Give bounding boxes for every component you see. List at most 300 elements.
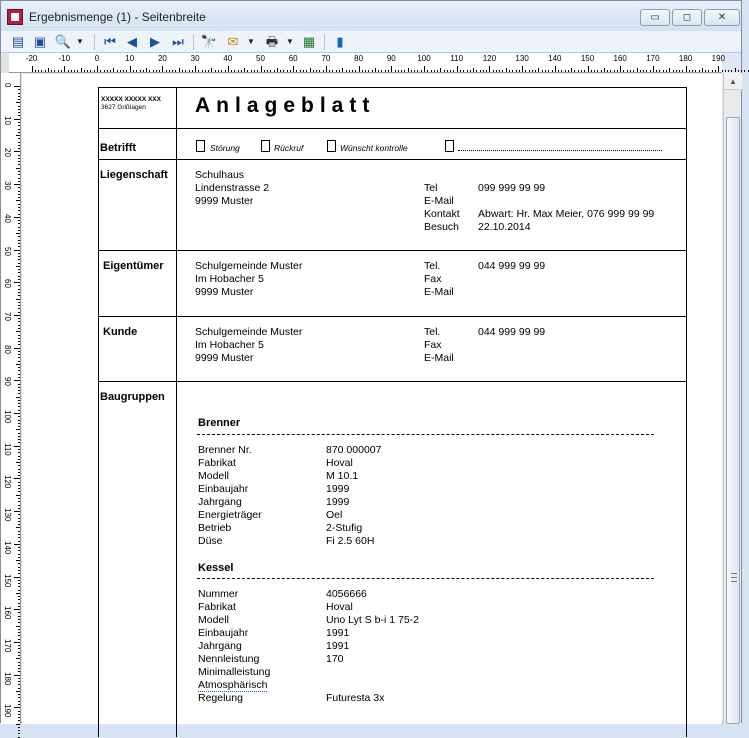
ruler-tick <box>434 70 435 72</box>
ruler-tick <box>202 70 203 72</box>
ruler-tick <box>18 524 20 525</box>
ruler-tick <box>741 70 742 72</box>
restore-button[interactable]: ◻ <box>672 9 702 26</box>
ruler-label: -20 <box>25 54 38 63</box>
ruler-tick <box>14 511 20 512</box>
ruler-tick <box>16 266 20 267</box>
liegenschaft-kontakt-value: Abwart: Hr. Max Meier, 076 999 99 99 <box>478 208 655 220</box>
ruler-tick <box>18 416 20 417</box>
ruler-tick <box>18 498 20 499</box>
ruler-tick <box>14 478 20 479</box>
ruler-tick <box>522 66 523 72</box>
ruler-tick <box>457 66 458 72</box>
ruler-label: 20 <box>3 148 12 158</box>
ruler-tick <box>323 70 324 72</box>
stoerung-label: Störung <box>210 143 240 153</box>
ruler-tick <box>349 70 350 72</box>
ruler-label: 30 <box>190 54 200 63</box>
ruler-tick <box>247 70 248 72</box>
ruler-tick <box>18 354 20 355</box>
zoom-icon[interactable]: 🔍 <box>54 34 72 49</box>
next-page-icon[interactable]: ▶ <box>150 34 160 49</box>
liegenschaft-street: Lindenstrasse 2 <box>195 182 270 194</box>
logo-line2: 3627 Grißlagen <box>101 104 146 111</box>
ruler-tick <box>18 472 20 473</box>
kontrolle-checkbox[interactable] <box>327 140 336 152</box>
ruler-tick <box>663 70 664 72</box>
last-page-icon[interactable]: ⏭ <box>172 34 184 49</box>
ruler-tick <box>18 459 20 460</box>
ruler-tick <box>483 70 484 72</box>
ruler-label: 90 <box>386 54 396 63</box>
kessel-field: Einbaujahr <box>198 627 249 639</box>
ruler-tick <box>51 70 52 72</box>
ruler-tick <box>440 68 441 72</box>
ruler-tick <box>601 70 602 72</box>
brenner-field: Düse <box>198 535 223 547</box>
kessel-field: Fabrikat <box>198 601 236 613</box>
ruler-tick <box>104 70 105 72</box>
ruler-tick <box>18 508 20 509</box>
find-icon[interactable]: 🔭 <box>200 34 218 49</box>
ruler-tick <box>18 367 20 368</box>
ruler-tick <box>251 70 252 72</box>
company-logo <box>101 96 161 112</box>
ruler-tick <box>18 145 20 146</box>
ruler-tick <box>16 331 20 332</box>
vertical-ruler <box>1 73 21 724</box>
close-button[interactable]: ✕ <box>704 9 740 26</box>
ruler-label: 100 <box>417 54 431 63</box>
toolbar-separator <box>193 34 194 50</box>
ruler-tick <box>18 384 20 385</box>
ruler-tick <box>18 485 20 486</box>
ruler-tick <box>558 70 559 72</box>
ruler-tick <box>385 70 386 72</box>
ruler-tick <box>627 70 628 72</box>
ruler-tick <box>71 70 72 72</box>
ruler-tick <box>189 70 190 72</box>
liegenschaft-tel-label: Tel <box>424 182 438 194</box>
ruler-tick <box>637 68 638 72</box>
ruler-tick <box>136 70 137 72</box>
ruler-tick <box>18 514 20 515</box>
ruler-tick <box>18 603 20 604</box>
ruler-label: 160 <box>613 54 627 63</box>
ruler-tick <box>623 70 624 72</box>
ruler-tick <box>552 70 553 72</box>
ruler-tick <box>18 164 20 165</box>
ruler-tick <box>381 70 382 72</box>
vertical-scrollbar[interactable] <box>723 73 741 724</box>
ruler-tick <box>18 531 20 532</box>
ruler-tick <box>18 302 20 303</box>
ruler-tick <box>14 642 20 643</box>
ruler-tick <box>18 377 20 378</box>
ruler-tick <box>182 70 183 72</box>
ruler-tick <box>18 272 20 273</box>
ruler-tick <box>355 70 356 72</box>
ruler-tick <box>18 534 20 535</box>
ruler-tick <box>18 491 20 492</box>
ruler-tick <box>332 70 333 72</box>
kessel-field: Nennleistung <box>198 653 260 665</box>
ruler-tick <box>18 263 20 264</box>
ruler-tick <box>296 70 297 72</box>
ruler-tick <box>16 102 20 103</box>
ruler-tick <box>130 66 131 72</box>
ruler-tick <box>339 70 340 72</box>
ruler-tick <box>18 125 20 126</box>
ruler-tick <box>18 720 20 721</box>
ruler-tick <box>18 106 20 107</box>
ruler-tick <box>18 236 20 237</box>
ruler-tick <box>16 299 20 300</box>
betrifft-label: Betrifft <box>100 142 137 154</box>
ruler-tick <box>368 70 369 72</box>
kessel-field: Atmosphärisch <box>198 679 268 691</box>
ruler-tick <box>18 400 20 401</box>
ruler-tick <box>18 557 20 558</box>
ruler-tick <box>133 70 134 72</box>
ruler-tick <box>185 70 186 72</box>
ruler-tick <box>18 616 20 617</box>
ruler-tick <box>722 70 723 72</box>
ruler-tick <box>18 289 20 290</box>
ruler-tick <box>149 70 150 72</box>
ruler-tick <box>18 132 20 133</box>
ruler-tick <box>359 66 360 72</box>
ruler-tick <box>372 70 373 72</box>
liegenschaft-tel-value: 099 999 99 99 <box>478 182 546 194</box>
print-icon[interactable]: 🖶 <box>265 34 279 49</box>
ruler-tick <box>18 701 20 702</box>
ruler-tick <box>16 200 20 201</box>
ruler-tick <box>287 70 288 72</box>
ruler-tick <box>18 662 20 663</box>
ruler-tick <box>41 70 42 72</box>
ruler-tick <box>571 68 572 72</box>
kunde-tel-label: Tel. <box>424 326 441 338</box>
book-icon[interactable]: ▮ <box>336 34 344 49</box>
ruler-tick <box>18 99 20 100</box>
eigentuemer-street: Im Hobacher 5 <box>195 273 264 285</box>
ruler-tick <box>18 223 20 224</box>
brenner-field: Betrieb <box>198 522 232 534</box>
ruler-tick <box>18 178 20 179</box>
ruler-tick <box>192 70 193 72</box>
ruler-tick <box>712 70 713 72</box>
ruler-tick <box>695 70 696 72</box>
stoerung-checkbox[interactable] <box>196 140 205 152</box>
ruler-tick <box>14 282 20 283</box>
ruler-tick <box>257 70 258 72</box>
brenner-value: M 10.1 <box>326 470 359 482</box>
excel-icon[interactable]: ▦ <box>302 34 316 49</box>
liegenschaft-besuch-value: 22.10.2014 <box>478 221 531 233</box>
brenner-field: Energieträger <box>198 509 262 521</box>
liegenschaft-email-label: E-Mail <box>424 195 454 207</box>
ruler-tick <box>16 527 20 528</box>
ruler-tick <box>496 70 497 72</box>
ruler-tick <box>18 361 20 362</box>
ruler-tick <box>18 122 20 123</box>
ruler-tick <box>18 622 20 623</box>
ruler-tick <box>18 612 20 613</box>
ruler-tick <box>666 70 667 72</box>
toolbar <box>1 31 741 53</box>
ruler-tick <box>238 70 239 72</box>
ruler-tick <box>16 560 20 561</box>
kunde-name: Schulgemeinde Muster <box>195 326 303 338</box>
rueckruf-checkbox[interactable] <box>261 140 270 152</box>
ruler-tick <box>18 668 20 669</box>
ruler-tick <box>18 436 20 437</box>
ruler-tick <box>516 70 517 72</box>
brenner-field: Einbaujahr <box>198 483 249 495</box>
ruler-tick <box>509 70 510 72</box>
minimize-button[interactable]: ▭ <box>640 9 670 26</box>
ruler-tick <box>18 550 20 551</box>
ruler-tick <box>14 217 20 218</box>
ruler-tick <box>686 66 687 72</box>
ruler-label: 140 <box>548 54 562 63</box>
ruler-tick <box>310 68 311 72</box>
ruler-tick <box>447 70 448 72</box>
zoom-dropdown-icon[interactable]: ▼ <box>76 37 84 46</box>
brenner-value: 1999 <box>326 496 350 508</box>
ruler-tick <box>211 68 212 72</box>
brenner-value: 870 000007 <box>326 444 382 456</box>
ruler-tick <box>77 70 78 72</box>
ruler-tick <box>470 70 471 72</box>
ruler-tick <box>489 66 490 72</box>
ruler-tick <box>16 168 20 169</box>
print-preview-icon[interactable]: ▣ <box>33 34 47 49</box>
ruler-tick <box>673 70 674 72</box>
ruler-label: 60 <box>3 279 12 289</box>
kessel-rule <box>197 578 654 579</box>
ruler-tick <box>175 70 176 72</box>
ruler-tick <box>16 691 20 692</box>
ruler-tick <box>444 70 445 72</box>
kessel-heading: Kessel <box>198 562 234 574</box>
ruler-tick <box>499 70 500 72</box>
ruler-tick <box>408 68 409 72</box>
ruler-tick <box>14 577 20 578</box>
row-divider <box>98 159 687 160</box>
app-icon <box>7 9 23 25</box>
report-page <box>98 87 687 737</box>
ruler-tick <box>18 547 20 548</box>
ruler-tick <box>607 70 608 72</box>
ruler-tick <box>14 380 20 381</box>
liegenschaft-label: Liegenschaft <box>100 169 168 181</box>
ruler-tick <box>14 707 20 708</box>
ruler-tick <box>18 501 20 502</box>
ruler-tick <box>715 70 716 72</box>
ruler-label: 160 <box>3 606 12 620</box>
ruler-tick <box>18 714 20 715</box>
ruler-tick <box>18 269 20 270</box>
first-page-icon[interactable]: ⏮ <box>104 34 116 49</box>
ruler-tick <box>565 70 566 72</box>
ruler-tick <box>221 70 222 72</box>
kessel-field: Regelung <box>198 692 243 704</box>
ruler-tick <box>68 70 69 72</box>
ruler-tick <box>18 227 20 228</box>
ruler-tick <box>424 66 425 72</box>
row-divider <box>98 128 687 129</box>
ruler-tick <box>16 462 20 463</box>
ruler-tick <box>486 70 487 72</box>
ruler-tick <box>143 70 144 72</box>
report-viewport <box>22 74 722 724</box>
horizontal-ruler <box>9 53 725 73</box>
ruler-tick <box>18 573 20 574</box>
ruler-tick <box>467 70 468 72</box>
toolbar-separator <box>94 34 95 50</box>
ruler-tick <box>18 341 20 342</box>
ruler-tick <box>378 70 379 72</box>
kessel-field: Modell <box>198 614 229 626</box>
ruler-tick <box>18 191 20 192</box>
brenner-field: Jahrgang <box>198 496 242 508</box>
ruler-tick <box>689 70 690 72</box>
ruler-label: 170 <box>646 54 660 63</box>
ruler-tick <box>708 70 709 72</box>
ruler-tick <box>18 652 20 653</box>
ruler-tick <box>18 253 20 254</box>
ruler-tick <box>18 312 20 313</box>
export-dropdown-icon[interactable]: ▼ <box>247 37 255 46</box>
ruler-tick <box>614 70 615 72</box>
scrollbar-grip-icon <box>731 573 737 582</box>
ruler-tick <box>140 70 141 72</box>
row-divider <box>98 250 687 251</box>
liegenschaft-name: Schulhaus <box>195 169 245 181</box>
ruler-tick <box>346 70 347 72</box>
ruler-tick <box>241 70 242 72</box>
ruler-tick <box>473 68 474 72</box>
scroll-up-icon[interactable]: ▲ <box>724 73 742 90</box>
ruler-tick <box>18 279 20 280</box>
ruler-tick <box>153 70 154 72</box>
ruler-tick <box>14 250 20 251</box>
ruler-tick <box>538 68 539 72</box>
ruler-tick <box>18 393 20 394</box>
ruler-tick <box>18 403 20 404</box>
ruler-tick <box>146 68 147 72</box>
ruler-tick <box>18 410 20 411</box>
title-bar <box>1 1 741 31</box>
ruler-tick <box>18 541 20 542</box>
export-icon[interactable]: ✉ <box>227 34 239 49</box>
kessel-value: 170 <box>326 653 344 665</box>
eigentuemer-fax-label: Fax <box>424 273 442 285</box>
logo-line1: XXXXX XXXXX XXX <box>101 96 161 103</box>
ruler-tick <box>38 70 39 72</box>
ruler-tick <box>18 210 20 211</box>
ruler-tick <box>254 70 255 72</box>
ruler-tick <box>453 70 454 72</box>
ruler-tick <box>228 66 229 72</box>
ruler-tick <box>18 475 20 476</box>
brenner-heading: Brenner <box>198 417 241 429</box>
ruler-tick <box>18 537 20 538</box>
toolbar-separator <box>324 34 325 50</box>
ruler-tick <box>18 648 20 649</box>
ruler-tick <box>18 554 20 555</box>
ruler-tick <box>16 495 20 496</box>
ruler-tick <box>398 70 399 72</box>
kunde-city: 9999 Muster <box>195 352 254 364</box>
ruler-tick <box>18 678 20 679</box>
ruler-tick <box>18 129 20 130</box>
print-dropdown-icon[interactable]: ▼ <box>286 37 294 46</box>
ruler-tick <box>18 308 20 309</box>
ruler-label: 40 <box>3 213 12 223</box>
prev-page-icon[interactable]: ◀ <box>127 34 137 49</box>
ruler-label: 130 <box>515 54 529 63</box>
ruler-tick <box>18 717 20 718</box>
ruler-tick <box>18 207 20 208</box>
ruler-tick <box>18 246 20 247</box>
ruler-tick <box>18 230 20 231</box>
ruler-tick <box>352 70 353 72</box>
ruler-tick <box>414 70 415 72</box>
ruler-label: 30 <box>3 181 12 190</box>
ruler-tick <box>14 184 20 185</box>
scrollbar-thumb[interactable] <box>726 117 740 724</box>
ruler-tick <box>316 70 317 72</box>
ruler-tick <box>679 70 680 72</box>
ruler-tick <box>18 351 20 352</box>
ruler-tick <box>18 426 20 427</box>
ruler-tick <box>18 295 20 296</box>
ruler-tick <box>18 174 20 175</box>
ruler-tick <box>542 70 543 72</box>
ruler-label: 180 <box>678 54 693 63</box>
ruler-tick <box>18 142 20 143</box>
ruler-tick <box>545 70 546 72</box>
brenner-value: 2-Stufig <box>326 522 363 534</box>
ruler-tick <box>18 335 20 336</box>
ruler-tick <box>431 70 432 72</box>
ruler-tick <box>16 724 20 725</box>
ruler-tick <box>87 70 88 72</box>
ruler-tick <box>64 66 65 72</box>
ruler-tick <box>18 420 20 421</box>
ruler-tick <box>362 70 363 72</box>
page-setup-icon[interactable]: ▤ <box>11 34 25 49</box>
ruler-tick <box>18 733 20 734</box>
ruler-tick <box>529 70 530 72</box>
ruler-tick <box>728 70 729 72</box>
ruler-tick <box>18 635 20 636</box>
ruler-tick <box>81 68 82 72</box>
other-checkbox[interactable] <box>445 140 454 152</box>
ruler-tick <box>738 70 739 72</box>
ruler-tick <box>18 387 20 388</box>
ruler-tick <box>705 70 706 72</box>
ruler-tick <box>18 370 20 371</box>
kessel-value: 4056666 <box>326 588 367 600</box>
ruler-tick <box>18 645 20 646</box>
ruler-tick <box>231 70 232 72</box>
liegenschaft-city: 9999 Muster <box>195 195 254 207</box>
brenner-field: Modell <box>198 470 229 482</box>
